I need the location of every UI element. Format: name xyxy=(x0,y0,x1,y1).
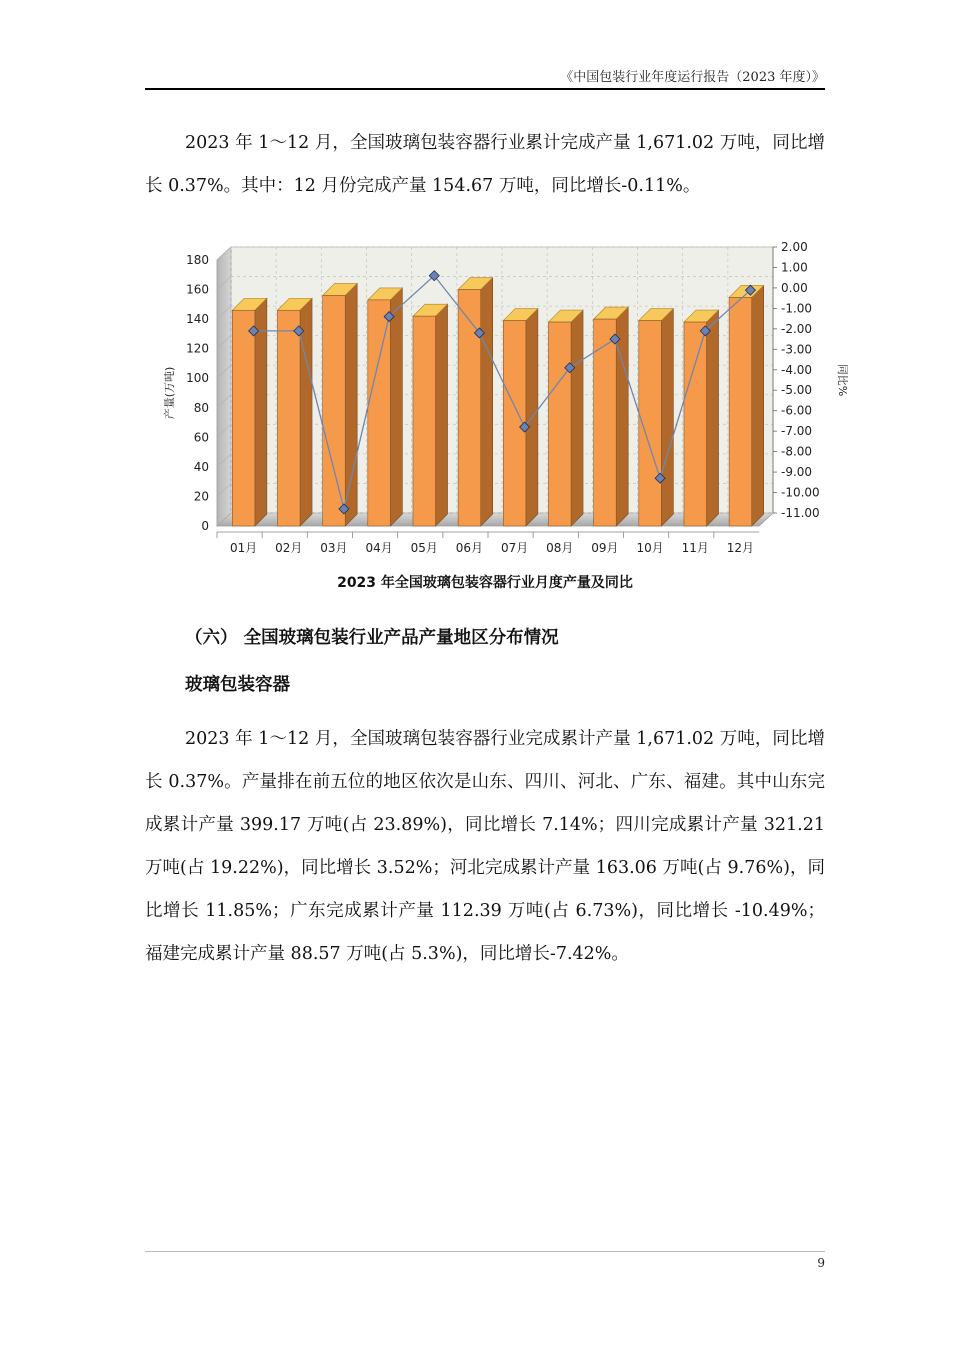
section-heading: （六） 全国玻璃包装行业产品产量地区分布情况 xyxy=(185,628,559,648)
bar xyxy=(413,304,448,526)
y-tick-label: 60 xyxy=(193,430,209,445)
y-tick-label: 80 xyxy=(193,400,209,415)
bar-side xyxy=(345,283,357,526)
y2-tick-label: -10.00 xyxy=(781,485,820,500)
bar-side xyxy=(481,278,493,526)
chart-svg xyxy=(155,236,855,566)
x-tick-label: 03月 xyxy=(320,541,348,555)
x-tick-label: 12月 xyxy=(726,541,755,555)
y-tick-label: 0 xyxy=(201,519,209,533)
x-tick-label: 08月 xyxy=(546,541,574,555)
bar-side xyxy=(390,288,402,526)
y-tick-label: 180 xyxy=(186,253,209,267)
x-tick-label: 07月 xyxy=(500,541,529,555)
footer-rule xyxy=(145,1251,825,1252)
bar xyxy=(639,309,674,526)
x-tick-label: 04月 xyxy=(365,541,393,555)
y2-tick-label: -11.00 xyxy=(781,506,820,520)
bar xyxy=(368,288,403,526)
y2-tick-label: 1.00 xyxy=(781,260,808,275)
y2-tick-label: -8.00 xyxy=(781,444,813,459)
sub-heading: 玻璃包装容器 xyxy=(185,675,290,695)
header-rule xyxy=(145,88,825,90)
bar xyxy=(458,278,493,526)
chart-title: 2023 年全国玻璃包装容器行业月度产量及同比 xyxy=(337,575,633,591)
page-number: 9 xyxy=(817,1256,825,1270)
bar xyxy=(548,310,583,526)
bar-front xyxy=(458,290,481,526)
bar-front xyxy=(368,300,391,526)
x-tick-label: 06月 xyxy=(455,541,484,555)
chart-side-wall xyxy=(217,247,231,526)
y-axis-title: 产量(万吨) xyxy=(163,366,176,420)
bar-side xyxy=(707,310,719,526)
y-tick-label: 100 xyxy=(186,371,209,386)
bar xyxy=(729,285,764,526)
x-tick-label: 01月 xyxy=(229,541,258,555)
x-tick-label: 02月 xyxy=(275,541,303,555)
y2-tick-label: 0.00 xyxy=(781,280,808,295)
y-tick-label: 120 xyxy=(186,341,209,356)
y2-tick-label: -7.00 xyxy=(781,424,813,439)
y2-tick-label: -9.00 xyxy=(781,465,813,480)
y2-tick-label: -5.00 xyxy=(781,383,813,398)
bar-front xyxy=(729,297,752,526)
paragraph-1-text: 2023 年 1～12 月，全国玻璃包装容器行业累计完成产量 1,671.02 万吨，同比增长 0.37%。其中：12 月份完成产量 154.67 万吨，同比增长-0.11%。 xyxy=(145,133,825,196)
y-tick-label: 40 xyxy=(193,459,209,474)
y2-axis-title: 同比% xyxy=(836,363,849,397)
y2-tick-label: -1.00 xyxy=(781,301,813,316)
bar-side xyxy=(752,285,764,526)
bar-front xyxy=(548,322,571,526)
y2-tick-label: -4.00 xyxy=(781,362,813,377)
bar-front xyxy=(232,310,255,526)
y2-tick-label: -2.00 xyxy=(781,321,813,336)
y-tick-label: 160 xyxy=(186,282,209,297)
paragraph-2-text: 2023 年 1～12 月，全国玻璃包装容器行业完成累计产量 1,671.02 万吨，同比增长 0.37%。产量排在前五位的地区依次是山东、四川、河北、广东、福建。其中山东完成累计产量 399.17 万吨(占 23.89%)，同比增长 7.14%；四川完成累计产量 321.21 万吨(占 19.22%)，同比增长 3.52%；河北完成累计产量 163.06 万吨(占 9.76%)，同比增长 11.85%；广东完成累计产量 112.39 万吨(占 6.73%)，同比增长 -10.49%；福建完成累计产量 88.57 万吨(占 5.3%)，同比增长-7.42%。 xyxy=(145,729,825,964)
y-tick-label: 20 xyxy=(193,489,209,504)
bar xyxy=(323,283,358,526)
bar-side xyxy=(436,304,448,526)
running-header: 《中国包装行业年度运行报告（2023 年度）》 xyxy=(560,70,825,85)
y-tick-label: 140 xyxy=(186,312,209,327)
paragraph-2 xyxy=(145,718,825,976)
x-tick-label: 09月 xyxy=(591,541,619,555)
bar-front xyxy=(684,322,707,526)
bar-side xyxy=(571,310,583,526)
x-tick-label: 11月 xyxy=(681,541,709,555)
bar-front xyxy=(277,310,300,526)
y2-tick-label: -3.00 xyxy=(781,342,813,357)
x-tick-label: 10月 xyxy=(636,541,664,555)
production-chart xyxy=(155,236,855,566)
bar-front xyxy=(323,295,346,526)
y2-tick-label: -6.00 xyxy=(781,403,813,418)
x-tick-label: 05月 xyxy=(410,541,438,555)
bar-front xyxy=(413,316,436,526)
y2-tick-label: 2.00 xyxy=(781,240,808,254)
bar-side xyxy=(661,309,673,526)
paragraph-1 xyxy=(145,122,825,208)
